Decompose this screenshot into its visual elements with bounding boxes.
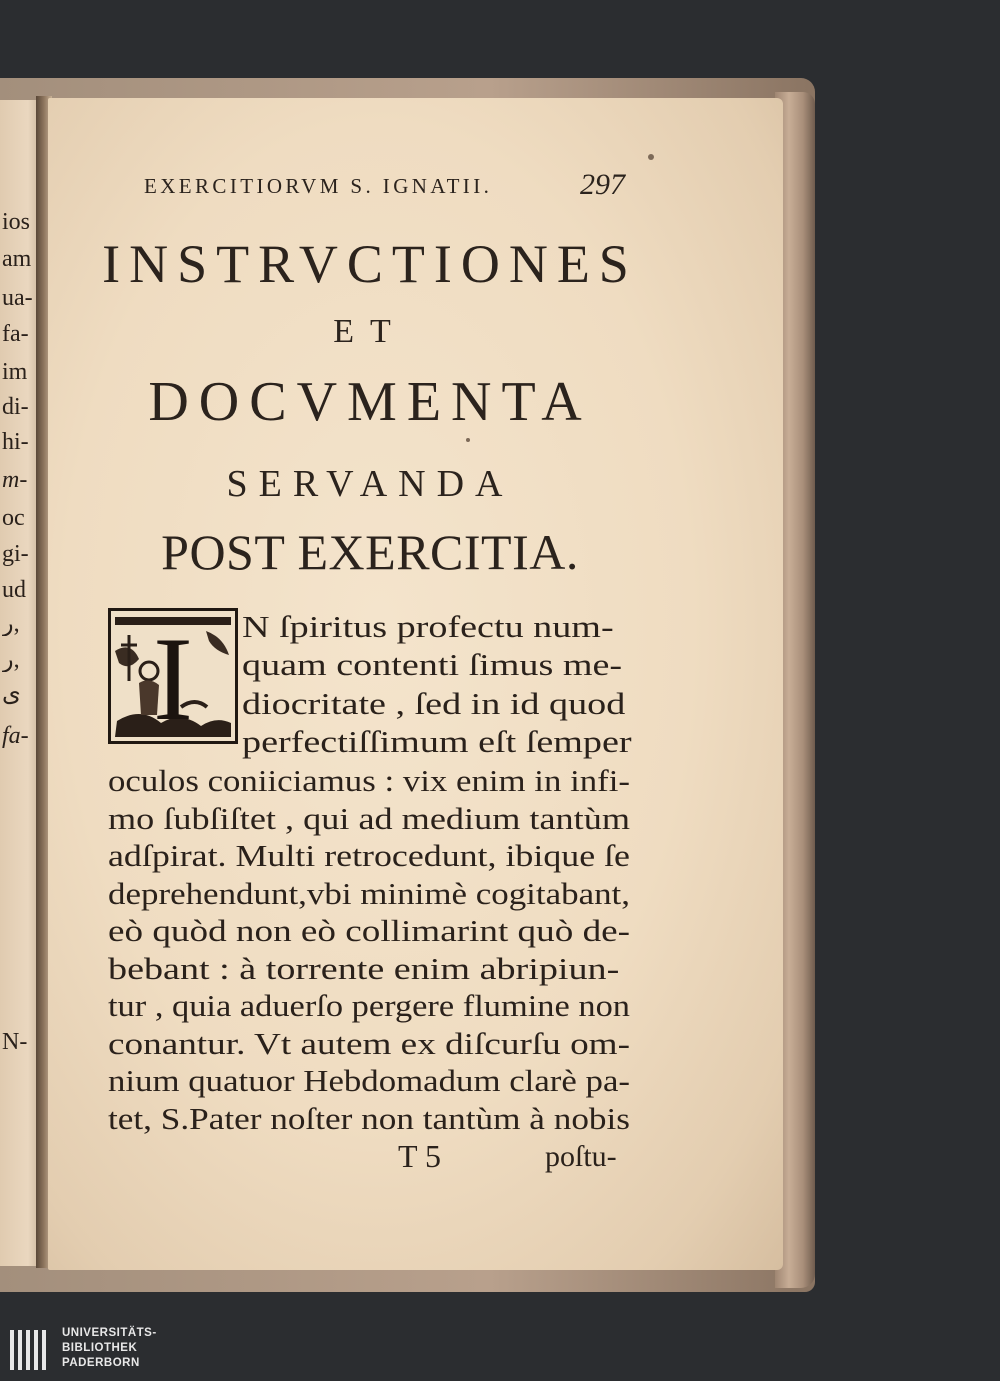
body-line: bebant : à torrente enim abripiun-: [108, 951, 620, 986]
library-logo-icon: [10, 1328, 50, 1372]
body-line: diocritate , ſed in id quod: [242, 687, 626, 721]
body-line: eò quòd non eò collimarint quò de-: [108, 914, 630, 948]
body-line: conantur. Vt autem ex diſcurſu om-: [108, 1026, 630, 1061]
title-line-5: POST EXERCITIA.: [161, 524, 579, 580]
initial-letter: I: [153, 612, 193, 741]
left-page-fragment: oc: [2, 506, 25, 530]
body-line: perfectiſſimum eſt ſemper: [242, 725, 632, 759]
library-logo-text: [62, 1326, 157, 1371]
body-line: adſpirat. Multi retrocedunt, ibique ſe: [108, 839, 630, 873]
left-page-fragment: gi-: [2, 542, 29, 566]
left-page-fragment: m-: [2, 468, 28, 492]
left-page-fragment: di-: [2, 395, 29, 419]
body-line: N ſpiritus profectu num-: [242, 610, 614, 644]
logo-line: PADERBORN: [62, 1357, 140, 1369]
title-line-2: ET: [333, 313, 407, 350]
left-page-fragment: ر,: [2, 648, 20, 672]
left-page-fragment: hi-: [2, 430, 29, 454]
body-line: quam contenti ſimus me-: [242, 648, 623, 682]
title-line-1: INSTRVCTIONES: [102, 234, 638, 294]
left-page: [0, 100, 40, 1266]
left-page-fragment: im: [2, 360, 28, 384]
body-line: mo ſubſiſtet , qui ad medium tantùm: [108, 801, 630, 836]
page-spot: [466, 438, 470, 442]
running-head-title: EXERCITIORVM S. IGNATII.: [144, 174, 493, 198]
page-number: 297: [580, 168, 625, 201]
decorated-initial: [108, 608, 238, 744]
page-spot: [648, 154, 654, 160]
body-line: nium quatuor Hebdomadum clarè pa-: [108, 1064, 630, 1098]
left-page-fragment: ud: [2, 578, 26, 602]
left-page-fragment: am: [2, 247, 32, 271]
left-page-fragment: ر,: [2, 612, 20, 636]
catchword: poſtu-: [545, 1140, 617, 1173]
logo-line: BIBLIOTHEK: [62, 1342, 138, 1354]
title-line-3: DOCVMENTA: [148, 371, 592, 433]
body-line: tet, S.Pater noſter non tantùm à nobis: [108, 1101, 630, 1136]
left-page-fragment: fa-: [2, 322, 29, 346]
left-page-fragment: ios: [2, 210, 31, 234]
body-line: deprehendunt,vbi minimè cogitabant,: [108, 876, 630, 911]
woodcut-illustration: [111, 611, 235, 741]
signature-mark: T 5: [398, 1138, 441, 1174]
left-page-fragment: ua-: [2, 286, 33, 310]
body-line: tur , quia aduerſo pergere flumine non: [108, 989, 630, 1023]
left-page-fragment: N-: [2, 1030, 28, 1054]
title-line-4: SERVANDA: [226, 463, 514, 505]
left-page-fragment: fa-: [2, 724, 29, 748]
left-page-fragment: ى: [2, 682, 21, 706]
logo-line: UNIVERSITÄTS-: [62, 1327, 157, 1339]
body-line: oculos coniiciamus : vix enim in infi-: [108, 764, 630, 798]
running-head: [140, 170, 625, 210]
